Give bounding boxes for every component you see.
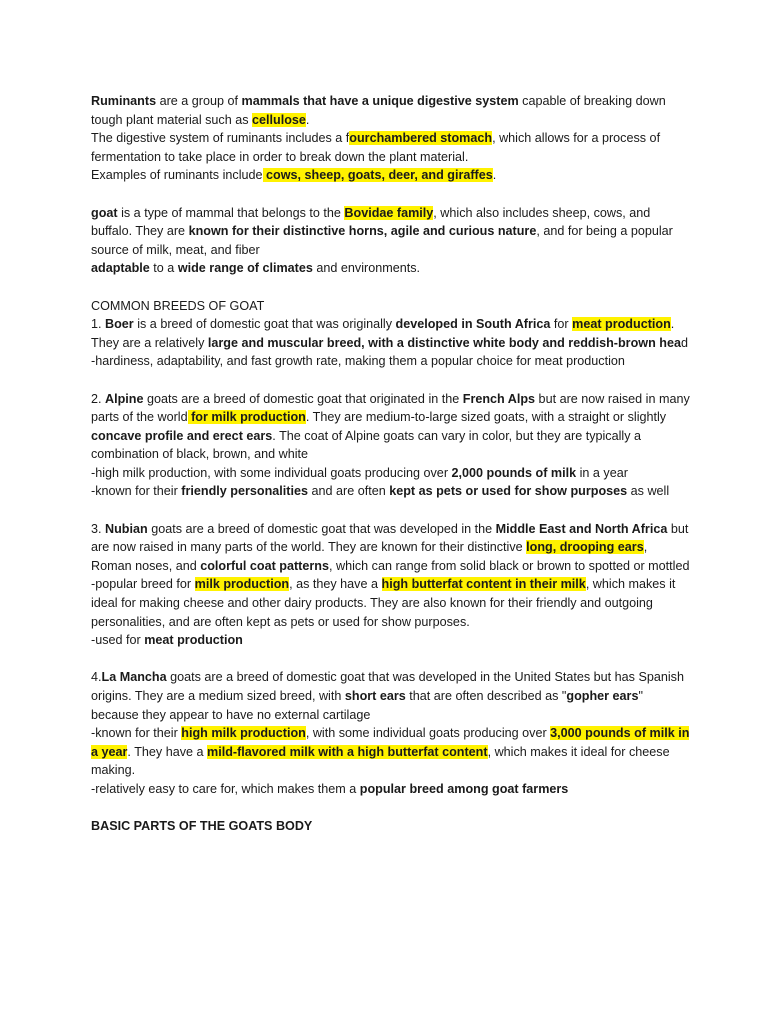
highlighted-text: high butterfat content in their milk: [381, 577, 586, 592]
text-run: goats are a breed of domestic goat that originated in the: [143, 391, 463, 406]
text-run: and environments.: [312, 261, 420, 276]
highlighted-text: milk production: [194, 577, 290, 592]
bold-text: Ruminants: [91, 94, 157, 108]
text-run: is a type of mammal that belongs to the: [117, 205, 345, 220]
text-line: [91, 482, 691, 501]
text-run: Examples of ruminants include: [91, 168, 263, 183]
text-run: , and for being a popular source of milk, meat, and fiber: [91, 224, 673, 257]
text-line: [91, 780, 691, 799]
bold-text: mammals that have a unique digestive system: [241, 94, 519, 108]
bold-text: Middle East and North Africa: [495, 521, 668, 536]
bold-text: French Alps: [462, 391, 536, 406]
text-line: [91, 390, 691, 464]
bold-text: concave profile and erect ears: [91, 428, 273, 443]
text-line: [91, 315, 691, 352]
text-line: [91, 575, 691, 631]
document-section: [91, 817, 691, 836]
bold-text: adaptable: [91, 261, 150, 276]
bold-text: gopher ears: [566, 689, 639, 703]
text-line: [91, 631, 691, 650]
text-run: goats are a breed of domestic goat that was developed in the: [147, 521, 496, 536]
text-line: [91, 297, 691, 316]
text-run: are a group of: [156, 94, 242, 108]
highlighted-text: mild-flavored milk with a high butterfat content: [207, 744, 488, 759]
text-run: . The coat of Alpine goats can vary in color, but they are typically a combination of black, brown, and white: [91, 428, 641, 462]
bold-text: developed in South Africa: [395, 317, 551, 332]
text-line: [91, 464, 691, 483]
text-run: to a: [149, 261, 178, 276]
bold-text: Alpine: [105, 391, 144, 406]
text-run: 1.: [91, 317, 106, 332]
bold-text: 2,000 pounds of milk: [451, 465, 577, 480]
text-run: that are often described as ": [405, 689, 567, 703]
text-run: , which can range from solid black or brown to spotted or mottled: [328, 558, 690, 573]
bold-text: friendly personalities: [181, 484, 308, 499]
bold-text: meat production: [144, 633, 243, 648]
text-run: is a breed of domestic goat that was originally: [133, 317, 396, 332]
text-run: -popular breed for: [91, 577, 195, 592]
bold-text: Boer: [105, 317, 134, 332]
text-run: .: [305, 112, 310, 127]
text-run: goats are a breed of domestic goat that was developed in the United States but has Spanish origins. They are a medium sized breed, with: [91, 670, 684, 703]
highlighted-text: for milk production: [187, 410, 306, 425]
text-run: , which allows for a process of fermentation to take place in order to break down the plant material.: [91, 131, 661, 164]
text-run: but are now raised in many parts of the world. They are known for their distinctive: [91, 521, 689, 555]
text-line: [91, 724, 691, 780]
text-run: in a year: [576, 465, 628, 480]
text-line: [91, 520, 691, 576]
paragraph-gap: [91, 278, 691, 297]
highlighted-text: high milk production: [181, 726, 306, 741]
paragraph-gap: [91, 501, 691, 520]
text-run: -known for their: [91, 726, 182, 741]
highlighted-text: cellulose: [252, 112, 306, 127]
bold-text: known for their distinctive horns, agile and curious nature: [188, 224, 537, 239]
highlighted-text: Bovidae family: [344, 205, 434, 220]
text-run: , as they have a: [289, 577, 382, 592]
paragraph-gap: [91, 371, 691, 390]
bold-text: goat: [91, 205, 118, 220]
text-run: for: [550, 317, 573, 332]
document-section: [91, 92, 691, 185]
text-line: [91, 129, 691, 166]
document-page: [91, 92, 691, 836]
text-run: -relatively easy to care for, which makes them a: [91, 781, 360, 796]
text-run: -high milk production, with some individual goats producing over: [91, 465, 452, 480]
highlighted-text: long, drooping ears: [526, 540, 644, 555]
text-run: COMMON BREEDS OF GOAT: [91, 298, 265, 313]
document-section: [91, 297, 691, 371]
text-line: [91, 166, 691, 185]
text-line: [91, 668, 691, 724]
text-line: [91, 259, 691, 278]
paragraph-gap: [91, 185, 691, 204]
highlighted-text: cows, sheep, goats, deer, and giraffes: [262, 168, 493, 183]
bold-text: colorful coat patterns: [200, 558, 329, 573]
text-run: d: [680, 335, 688, 350]
text-run: , Roman noses, and: [91, 540, 648, 573]
bold-text: popular breed among goat farmers: [359, 781, 569, 796]
text-run: , which also includes sheep, cows, and buffalo. They are: [91, 205, 651, 239]
bold-text: Nubian: [105, 521, 148, 536]
bold-text: short ears: [344, 689, 406, 703]
bold-text: kept as pets or used for show purposes: [389, 484, 628, 499]
text-run: capable of breaking down tough plant material such as: [91, 94, 666, 127]
text-run: , which makes it ideal for making cheese and other dairy products. They are also known for their friendly and outgoing personalities, and are often kept as pets or used for show purposes.: [91, 577, 676, 629]
bold-text: wide range of climates: [177, 261, 313, 276]
highlighted-text: ourchambered stomach: [349, 131, 493, 146]
text-run: . They are medium-to-large sized goats, with a straight or slightly: [305, 410, 667, 425]
bold-text: BASIC PARTS OF THE GOATS BODY: [91, 819, 313, 834]
text-run: " because they appear to have no external cartilage: [91, 689, 643, 722]
document-section: [91, 390, 691, 502]
text-run: as well: [627, 484, 670, 499]
text-run: , with some individual goats producing over: [305, 726, 551, 741]
highlighted-text: meat production: [572, 317, 671, 332]
document-section: [91, 668, 691, 798]
document-section: [91, 204, 691, 278]
text-line: [91, 817, 691, 836]
text-run: and are often: [307, 484, 390, 499]
paragraph-gap: [91, 650, 691, 669]
bold-text: large and muscular breed, with a distinctive white body and reddish-brown hea: [207, 335, 681, 350]
text-run: -used for: [91, 633, 145, 648]
text-run: The digestive system of ruminants includes a f: [91, 131, 350, 146]
document-section: [91, 520, 691, 650]
text-run: but are now raised in many parts of the world: [91, 391, 690, 425]
text-run: -known for their: [91, 484, 182, 499]
paragraph-gap: [91, 799, 691, 818]
text-run: 3.: [91, 521, 106, 536]
bold-text: La Mancha: [101, 670, 167, 685]
highlighted-text: 3,000 pounds of milk in a year: [91, 726, 690, 759]
text-line: [91, 352, 691, 371]
text-line: [91, 92, 691, 129]
text-run: -hardiness, adaptability, and fast growth rate, making them a popular choice for meat production: [91, 354, 625, 369]
text-run: 2.: [91, 391, 106, 406]
text-line: [91, 204, 691, 260]
text-run: . They are a relatively: [91, 317, 675, 350]
text-run: .: [492, 168, 497, 183]
text-run: , which makes it ideal for cheese making.: [91, 744, 670, 778]
text-run: . They have a: [127, 744, 207, 759]
text-run: 4.: [91, 670, 102, 685]
